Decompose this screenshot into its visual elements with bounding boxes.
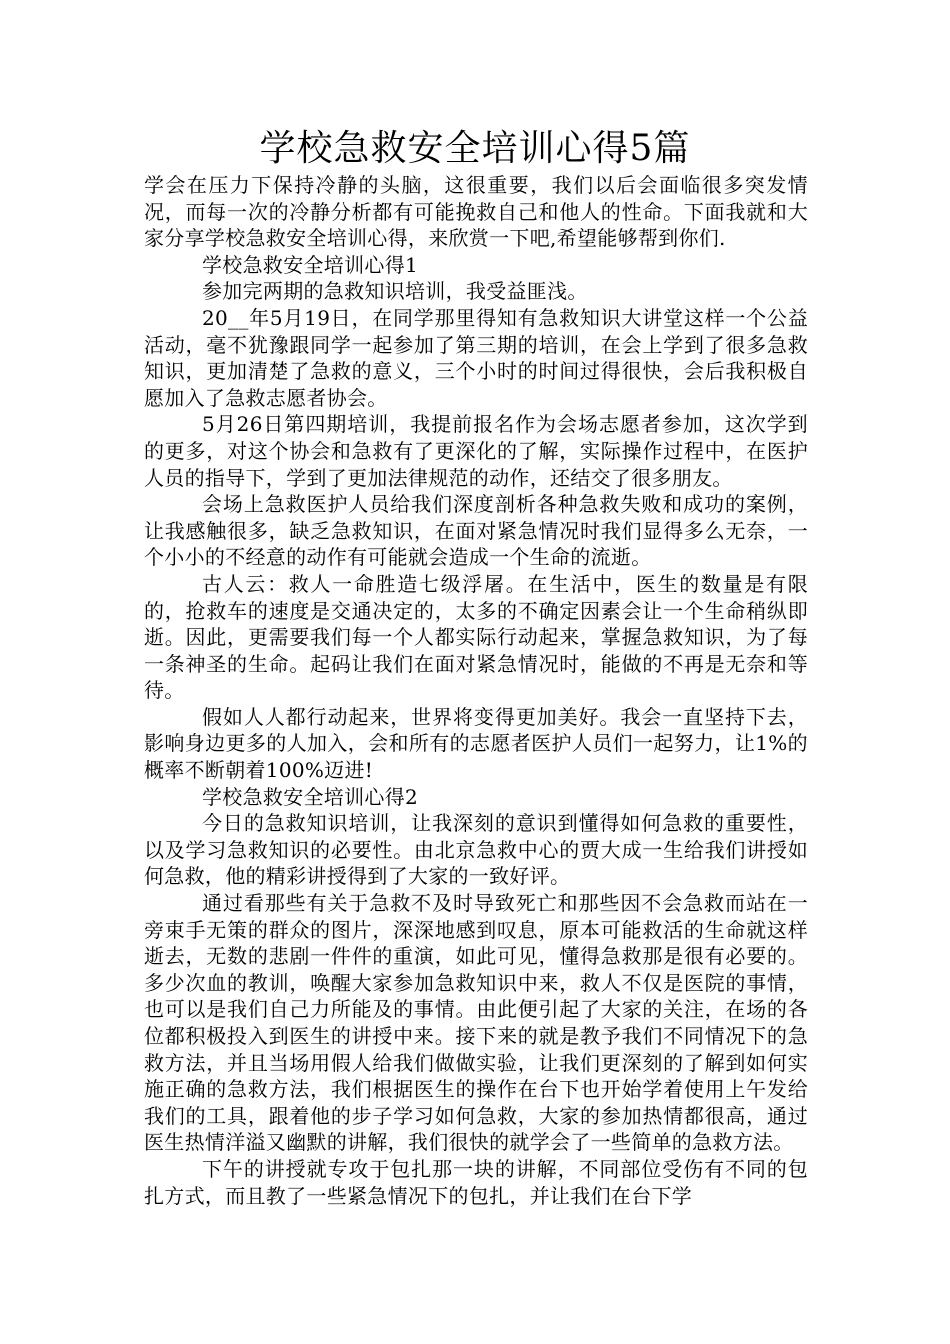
body-paragraph: 会场上急救医护人员给我们深度剖析各种急救失败和成功的案例，让我感触很多，缺乏急救知识，在面对紧急情况时我们显得多么无奈，一个小小的不经意的动作有可能就会造成一个生命的流逝。	[144, 492, 808, 570]
body-paragraph: 参加完两期的急救知识培训，我受益匪浅。	[202, 279, 588, 304]
body-paragraph: 古人云：救人一命胜造七级浮屠。在生活中，医生的数量是有限的，抢救车的速度是交通决定的，太多的不确定因素会让一个生命稍纵即逝。因此，更需要我们每一个人都实际行动起来，掌握急救知识，为了每一条神圣的生命。起码让我们在面对紧急情况时，能做的不再是无奈和等待。	[144, 571, 808, 703]
body-paragraph: 20__年5月19日，在同学那里得知有急救知识大讲堂这样一个公益活动，毫不犹豫跟同学一起参加了第三期的培训，在会上学到了很多急救知识，更加清楚了急救的意义，三个小时的时间过得很快，会后我积极自愿加入了急救志愿者协会。	[144, 305, 808, 410]
body-paragraph: 假如人人都行动起来，世界将变得更加美好。我会一直坚持下去，影响身边更多的人加入，会和所有的志愿者医护人员们一起努力，让1%的概率不断朝着100%迈进!	[144, 704, 808, 783]
section-heading-1: 学校急救安全培训心得1	[202, 252, 419, 277]
document-title: 学校急救安全培训心得5篇	[259, 128, 691, 169]
document-body	[144, 172, 808, 1209]
section-heading-2: 学校急救安全培训心得2	[202, 784, 419, 809]
body-paragraph: 通过看那些有关于急救不及时导致死亡和那些因不会急救而站在一旁束手无策的群众的图片，深深地感到叹息，原本可能救活的生命就这样逝去，无数的悲剧一件件的重演，如此可见，懂得急救那是很有必要的。多少次血的教训，唤醒大家参加急救知识中来，救人不仅是医院的事情，也可以是我们自己力所能及的事情。由此便引起了大家的关注，在场的各位都积极投入到医生的讲授中来。接下来的就是教予我们不同情况下的急救方法，并且当场用假人给我们做做实验，让我们更深刻的了解到如何实施正确的急救方法，我们根据医生的操作在台下也开始学着使用上午发给我们的工具，跟着他的步子学习如何急救，大家的参加热情都很高，通过医生热情洋溢又幽默的讲解，我们很快的就学会了一些简单的急救方法。	[144, 891, 808, 1155]
intro-paragraph: 学会在压力下保持冷静的头脑，这很重要，我们以后会面临很多突发情况，而每一次的冷静分析都有可能挽救自己和他人的性命。下面我就和大家分享学校急救安全培训心得，来欣赏一下吧,希望能够帮到你们.	[144, 173, 808, 251]
body-paragraph: 今日的急救知识培训，让我深刻的意识到懂得如何急救的重要性，以及学习急救知识的必要性。由北京急救中心的贾大成一生给我们讲授如何急救，他的精彩讲授得到了大家的一致好评。	[144, 811, 808, 889]
body-paragraph: 下午的讲授就专攻于包扎那一块的讲解，不同部位受伤有不同的包扎方式，而且教了一些紧急情况下的包扎，并让我们在台下学	[144, 1156, 808, 1208]
body-paragraph: 5月26日第四期培训，我提前报名作为会场志愿者参加，这次学到的更多，对这个协会和急救有了更深化的了解，实际操作过程中，在医护人员的指导下，学到了更加法律规范的动作，还结交了很多朋友。	[144, 412, 808, 490]
